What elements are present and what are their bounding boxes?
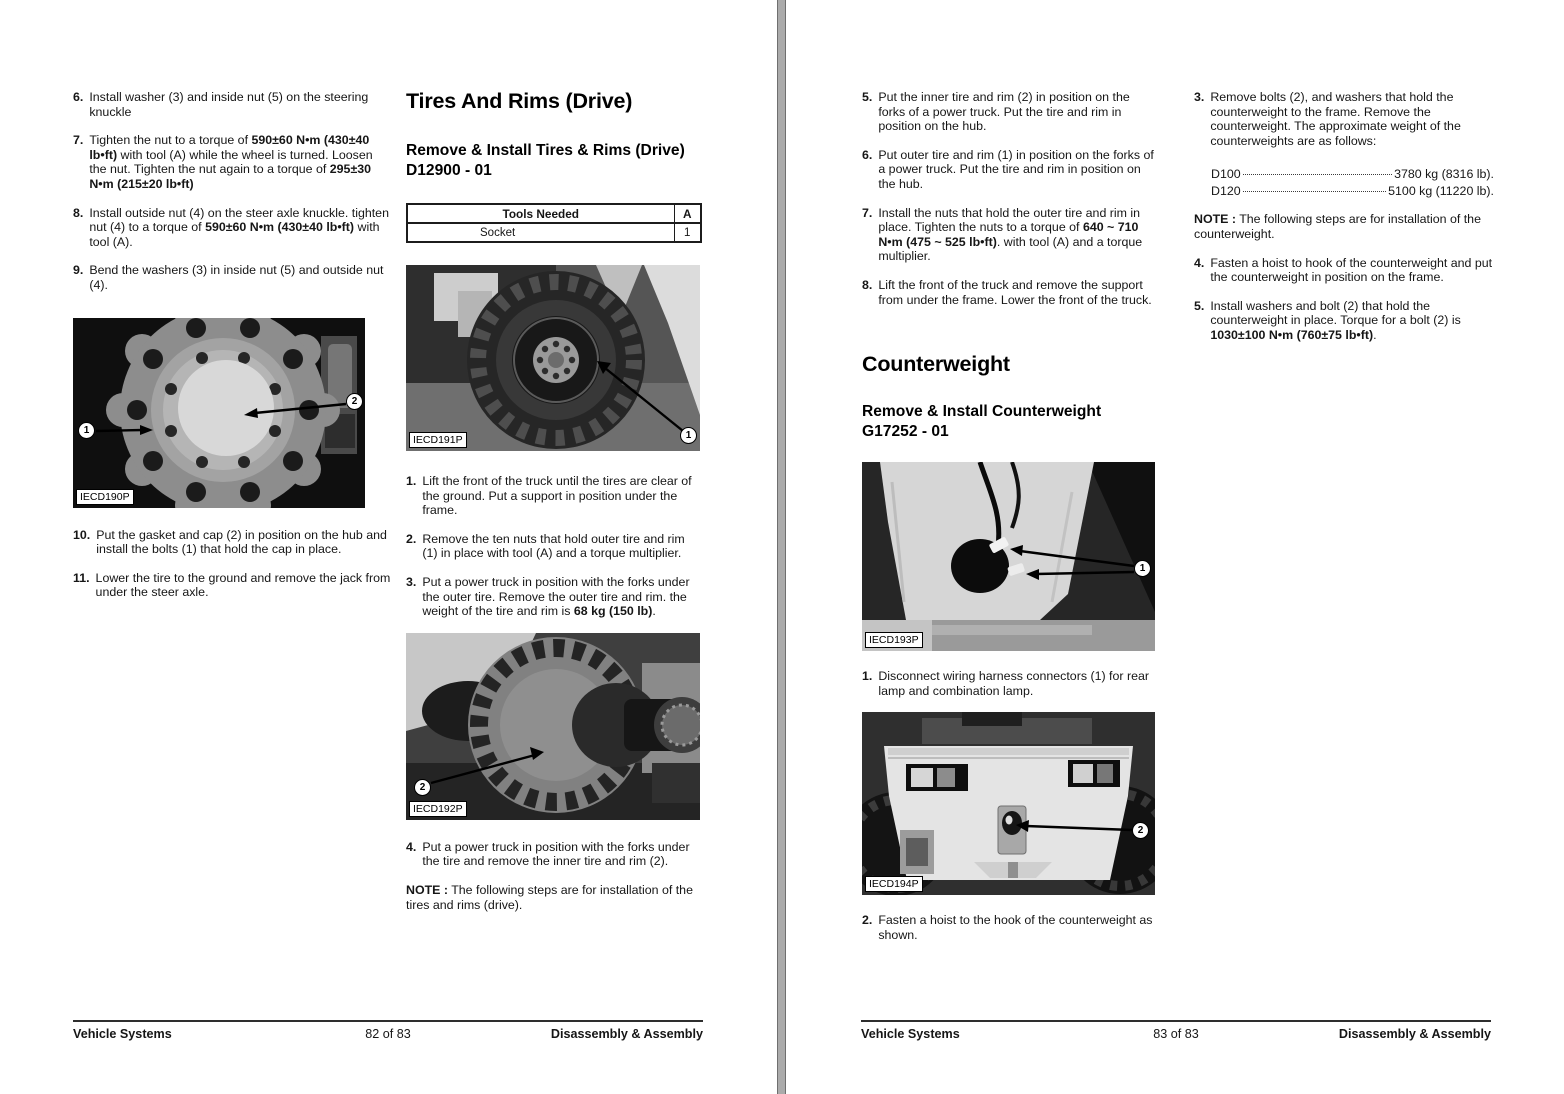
footer-rule [861, 1020, 1491, 1022]
photo-iecd193p [862, 462, 1155, 651]
right-page-column-1 [862, 90, 1158, 957]
callout-2: 2 [346, 393, 363, 410]
photo-label: IECD191P [409, 432, 467, 448]
step-11 [73, 571, 391, 600]
step-text: Install the nuts that hold the outer tire and rim in place. Tighten the nuts to a torque of 640 ~ 710 N•m (475 ~ 525 lb•ft). with tool (A) and a torque multiplier. [878, 205, 1143, 264]
step-number: 6. [73, 90, 84, 104]
step-9 [73, 263, 391, 292]
step-number: 3. [406, 574, 417, 589]
left-page-column-1 [73, 90, 391, 614]
callout-1: 1 [1134, 560, 1151, 577]
step-number: 1. [406, 474, 417, 488]
step-text: Put the gasket and cap (2) in position on the hub and install the bolts (1) that hold the cap in place. [96, 527, 387, 557]
step-4 [406, 840, 702, 869]
step-text: Fasten a hoist to the hook of the counterweight as shown. [878, 913, 1153, 942]
step-text: Put a power truck in position with the forks under the outer tire. Remove the outer tire and rim. the weight of the tire and rim is 68 kg (150 lb). [422, 574, 690, 619]
tire-hub-photo-art [406, 633, 700, 820]
step-number: 2. [406, 531, 417, 546]
forklift-rear-photo-art [862, 712, 1155, 895]
step-5 [1194, 299, 1494, 343]
dot-leader [1243, 191, 1387, 192]
step-text: Lift the front of the truck until the tires are clear of the ground. Put a support in position under the frame. [422, 474, 692, 518]
step-number: 9. [73, 263, 84, 278]
footer-page-number: 82 of 83 [365, 1027, 411, 1041]
step-text: Disconnect wiring harness connectors (1) for rear lamp and combination lamp. [878, 669, 1149, 698]
callout-2: 2 [414, 779, 431, 796]
step-text: Bend the washers (3) in inside nut (5) and outside nut (4). [89, 263, 384, 292]
step-2 [862, 913, 1158, 942]
step-number: 11. [73, 570, 90, 585]
step-text: Put a power truck in position with the forks under the tire and remove the inner tire and rim (2). [422, 839, 690, 869]
counterweight-weight-specs [1194, 166, 1494, 199]
callout-1: 1 [78, 422, 95, 439]
footer-rule [73, 1020, 703, 1022]
step-6 [862, 148, 1158, 192]
step-7 [73, 133, 391, 191]
section-title-tires-and-rims: Tires And Rims (Drive) [406, 89, 633, 113]
tool-name: Socket [407, 223, 674, 242]
step-10 [73, 528, 391, 557]
step-number: 1. [862, 669, 873, 684]
step-number: 5. [862, 90, 873, 104]
tools-needed-table [406, 203, 702, 243]
left-page-column-2 [406, 88, 702, 912]
tools-header: Tools Needed [407, 204, 674, 223]
footer-section: Vehicle Systems [861, 1027, 960, 1041]
step-1 [406, 474, 702, 518]
page-divider [777, 0, 786, 1094]
step-number: 7. [73, 133, 84, 148]
step-number: 2. [862, 913, 873, 928]
dot-leader [1243, 174, 1392, 175]
tool-qty: 1 [674, 223, 701, 242]
step-text: Put outer tire and rim (1) in position on the forks of a power truck. Put the tire and rim in position on the hub. [878, 147, 1154, 191]
step-6 [73, 90, 391, 119]
step-text: Put the inner tire and rim (2) in position on the forks of a power truck. Put the tire and rim in position on the hub. [878, 90, 1130, 134]
subsection-title-remove-install-tires: Remove & Install Tires & Rims (Drive) D12900 - 01 [406, 142, 694, 179]
step-3 [1194, 90, 1494, 148]
right-page-column-2 [1194, 90, 1494, 357]
counterweight-connectors-photo-art [862, 462, 1155, 651]
step-text: Lower the tire to the ground and remove the jack from under the steer axle. [95, 570, 391, 600]
spec-label: D120 [1211, 183, 1241, 198]
right-page-footer [861, 1027, 1491, 1042]
callout-1: 1 [680, 427, 697, 444]
subsection-title-remove-install-counterweight: Remove & Install Counterweight G17252 - 01 [862, 403, 1106, 440]
table-row [407, 223, 701, 242]
photo-label: IECD192P [409, 801, 467, 817]
step-text: Tighten the nut to a torque of 590±60 N•m (430±40 lb•ft) with tool (A) while the wheel is turned. Loosen the nut. Tighten the nut again to a torque of 295±30 N•m (215±20 lb•ft) [89, 133, 373, 191]
step-text: Install outside nut (4) on the steer axle knuckle. tighten nut (4) to a torque of 590±60 N•m (430±40 lb•ft) with tool (A). [89, 205, 389, 249]
step-text: Install washers and bolt (2) that hold the counterweight in place. Torque for a bolt (2) is 1030±100 N•m (760±75 lb•ft). [1210, 298, 1461, 342]
note-tires-installation: NOTE : The following steps are for installation of the tires and rims (drive). [406, 882, 693, 912]
step-4 [1194, 256, 1494, 285]
photo-iecd192p [406, 633, 700, 820]
footer-section: Vehicle Systems [73, 1027, 172, 1041]
step-1 [862, 669, 1158, 698]
step-8 [73, 206, 391, 250]
photo-iecd194p [862, 712, 1155, 895]
footer-page-number: 83 of 83 [1153, 1027, 1199, 1041]
step-number: 8. [73, 205, 84, 220]
footer-chapter: Disassembly & Assembly [1338, 1027, 1491, 1041]
spec-row-d120 [1194, 183, 1494, 200]
step-number: 3. [1194, 90, 1205, 104]
spec-label: D100 [1211, 167, 1241, 182]
step-number: 4. [1194, 255, 1205, 270]
callout-2: 2 [1132, 822, 1149, 839]
photo-label: IECD193P [865, 632, 923, 648]
step-number: 10. [73, 527, 91, 542]
step-text: Lift the front of the truck and remove the support from under the frame. Lower the front of the truck. [878, 277, 1152, 307]
spec-value: 3780 kg (8316 lb). [1394, 167, 1494, 182]
step-text: Install washer (3) and inside nut (5) on the steering knuckle [89, 90, 369, 119]
left-page-footer [73, 1027, 703, 1042]
spec-value: 5100 kg (11220 lb). [1388, 183, 1494, 198]
step-3 [406, 575, 702, 619]
photo-iecd191p [406, 265, 700, 451]
tire-lifted-photo-art [406, 265, 700, 451]
section-title-counterweight: Counterweight [862, 352, 1010, 377]
footer-chapter: Disassembly & Assembly [550, 1027, 703, 1041]
step-text: Fasten a hoist to hook of the counterweight and put the counterweight in position on the frame. [1210, 255, 1493, 285]
photo-label: IECD190P [76, 489, 134, 505]
step-number: 7. [862, 205, 873, 220]
step-number: 4. [406, 839, 417, 854]
step-text: Remove bolts (2), and washers that hold the counterweight to the frame. Remove the counterweight. The approximate weight of the counterweights are as follows: [1210, 90, 1461, 148]
step-text: Remove the ten nuts that hold outer tire and rim (1) in place with tool (A) and a torque multiplier. [422, 531, 685, 561]
photo-label: IECD194P [865, 876, 923, 892]
step-number: 8. [862, 277, 873, 292]
step-number: 6. [862, 147, 873, 162]
step-7 [862, 206, 1158, 264]
step-8 [862, 278, 1158, 307]
tools-qty-header: A [674, 204, 701, 223]
photo-iecd190p [73, 318, 365, 508]
step-5 [862, 90, 1158, 134]
step-2 [406, 532, 702, 561]
hub-photo-art [73, 318, 365, 508]
step-number: 5. [1194, 298, 1205, 313]
spec-row-d100 [1194, 166, 1494, 183]
note-counterweight-installation: NOTE : The following steps are for installation of the counterweight. [1194, 212, 1481, 241]
